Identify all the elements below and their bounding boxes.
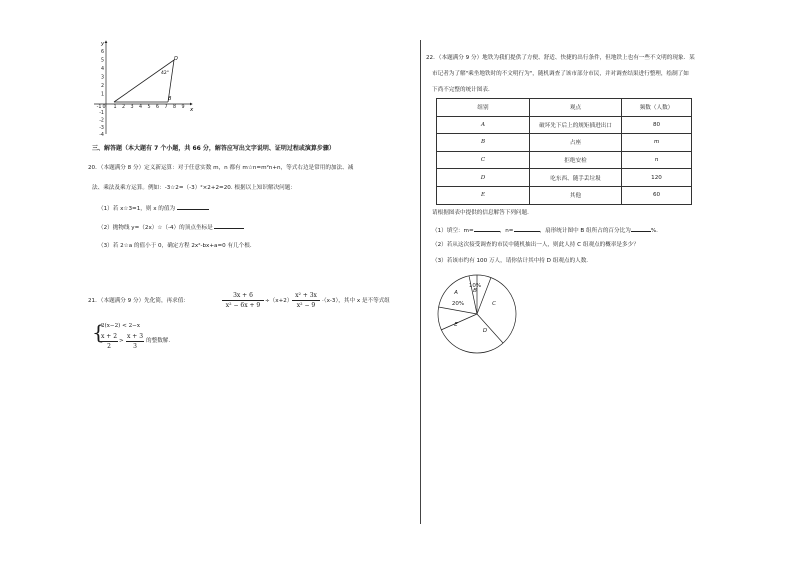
table-header-row (437, 99, 692, 117)
x-tick: 8 (172, 105, 177, 110)
table-cell: 其他 (530, 186, 622, 204)
answer-blank-n[interactable] (514, 225, 540, 232)
q21-mid2: ·（x-3），其中 x 是不等式组 (322, 298, 390, 304)
pie-label: 10% (468, 283, 482, 289)
q20-part2 (98, 222, 244, 232)
angle-label: 42° (161, 71, 169, 76)
q20-part1 (98, 203, 209, 213)
y-tick: 2 (100, 84, 104, 89)
table-cell: A (437, 116, 530, 134)
pie-label: C (492, 301, 496, 307)
answer-blank[interactable] (177, 203, 209, 210)
q20-part2-text: （2）抛物线 y=（2x）☆（-4）的顶点坐标是 (98, 225, 213, 231)
table-header: 组别 (437, 99, 530, 117)
q22-line2: 市记者为了解"乘坐地铁时的不文明行为"，随机调查了该市部分市民，并对调查结果进行整理，绘制了如 (432, 71, 689, 77)
coordinate-graph (92, 38, 198, 136)
q21-mid1: ÷（x+2） (265, 298, 293, 304)
pie-label: B (473, 288, 477, 294)
pie-label: E (454, 322, 458, 328)
table-cell: C (437, 151, 530, 169)
q22-line3: 下尚不完整的统计图表． (432, 87, 494, 93)
survey-table (436, 98, 692, 205)
y-tick: -3 (99, 126, 104, 131)
x-tick: 1 (113, 105, 117, 110)
x-tick: 7 (164, 105, 168, 110)
q21-fraction-1 (222, 292, 264, 309)
table-row (437, 151, 692, 169)
q21-frac1-numerator: 3x + 6 (222, 292, 264, 301)
x-tick: 4 (138, 105, 143, 110)
q22-part1 (432, 225, 658, 235)
table-cell: 破坏先下后上的规矩插进出口 (530, 116, 622, 134)
system-brace: { (92, 320, 105, 344)
y-tick: 4 (100, 67, 104, 72)
pie-label: 20% (451, 301, 465, 307)
q20-part3: （3）若 2☆a 的值小于 0，确定方程 2x²-bx+a=0 有几个根． (98, 243, 256, 249)
q22-p1-c: ，扇形统计图中 B 组所占的百分比为 (539, 228, 631, 234)
table-row (437, 186, 692, 204)
point-d-label: D (174, 56, 178, 62)
q21-prefix: 21．（本题满分 9 分）先化简，再求值： (88, 298, 189, 304)
table-cell: 占座 (530, 134, 622, 152)
q21-ineq2-left (100, 333, 118, 350)
answer-blank[interactable] (214, 222, 244, 229)
y-tick: 6 (100, 50, 104, 55)
table-cell: 吃东西、随手丢垃圾 (530, 169, 622, 187)
x-tick: 2 (121, 105, 126, 110)
q21-inequality-1: 2(x−2) < 2−x (101, 323, 140, 329)
q21-ineq2-op: > (119, 338, 124, 344)
q22-line1: 22．（本题满分 9 分）地铁为我们提供了方便、舒适、快捷的出行条件，但地铁上也有一些不文明的现象．某 (426, 55, 695, 61)
x-tick: 9 (181, 105, 185, 110)
pie-label: A (454, 290, 458, 296)
y-tick: 5 (100, 58, 104, 64)
q21-frac2-numerator: x² + 3x (292, 292, 320, 301)
column-divider (420, 40, 421, 524)
answer-blank-percent[interactable] (631, 225, 651, 232)
table-cell: 60 (622, 186, 692, 204)
q21-tail: 的整数解. (146, 338, 171, 344)
y-tick: 3 (100, 75, 104, 81)
x-tick: 6 (155, 105, 160, 110)
table-cell: 80 (622, 116, 692, 134)
y-axis-label: y (101, 41, 105, 47)
q22-p1-a: （1）填空：m= (432, 228, 474, 234)
table-cell: n (622, 151, 692, 169)
table-cell: D (437, 169, 530, 187)
q21-ineq2-left-den: 2 (107, 343, 111, 350)
x-tick: 3 (130, 105, 134, 110)
y-tick: -2 (99, 118, 104, 124)
section-heading: 三、解答题（本大题有 7 个小题，共 66 分，解答应写出文字说明、证明过程或演算步骤） (92, 145, 335, 152)
table-row (437, 116, 692, 134)
table-row (437, 134, 692, 152)
q21-fraction-2 (292, 292, 320, 309)
pie-label: D (482, 328, 488, 334)
table-row (437, 169, 692, 187)
q22-part2: （2）若从这次接受调查的市民中随机抽出一人，则此人持 C 组观点的概率是多少？ (432, 242, 639, 248)
answer-blank-m[interactable] (474, 225, 500, 232)
q20-line1: 20．（本题满分 8 分）定义新运算：对于任意实数 m，n 都有 m☆n=m²n+n，等式右边是常用的加法、减 (88, 165, 354, 171)
q21-ineq2-right (126, 333, 144, 350)
q22-p1-b: ，n= (499, 228, 514, 234)
x-axis-label: x (190, 107, 194, 113)
x-tick: -1 (96, 105, 102, 110)
table-header: 频数（人数） (622, 99, 692, 117)
table-cell: m (622, 134, 692, 152)
q22-p1-d: %. (650, 228, 658, 234)
pie-chart (436, 272, 520, 356)
x-tick: 5 (147, 105, 151, 110)
table-cell: 120 (622, 169, 692, 187)
point-b-label: B (168, 96, 172, 102)
q22-part3: （3）若该市约有 100 万人，请你估计其中持 D 组观点的人数． (432, 258, 592, 264)
x-tick: 0 (102, 105, 106, 110)
triangle (114, 60, 174, 102)
q21-frac2-denominator: x² − 9 (296, 302, 316, 309)
y-tick: -4 (99, 133, 104, 136)
table-cell: B (437, 134, 530, 152)
q21-frac1-denominator: x² − 6x + 9 (225, 302, 261, 309)
q22-instructions: 请根据图表中提供的信息解答下列问题． (432, 210, 533, 216)
table-cell: 拒绝安检 (530, 151, 622, 169)
q20-line2: 法、乘法及乘方运算。例如：-3☆2=（-3）²×2+2=20. 根据以上知识解决问题： (92, 185, 296, 191)
q21-ineq2-left-num: x + 2 (101, 333, 118, 340)
table-cell: E (437, 186, 530, 204)
q21-ineq2-right-den: 3 (133, 343, 137, 350)
y-tick: -1 (99, 111, 104, 116)
table-header: 观点 (530, 99, 622, 117)
y-tick: 1 (100, 92, 104, 98)
q21-ineq2-right-num: x + 3 (127, 333, 144, 340)
q20-part1-text: （1）若 x☆3=1，则 x 的值为 (98, 206, 176, 212)
